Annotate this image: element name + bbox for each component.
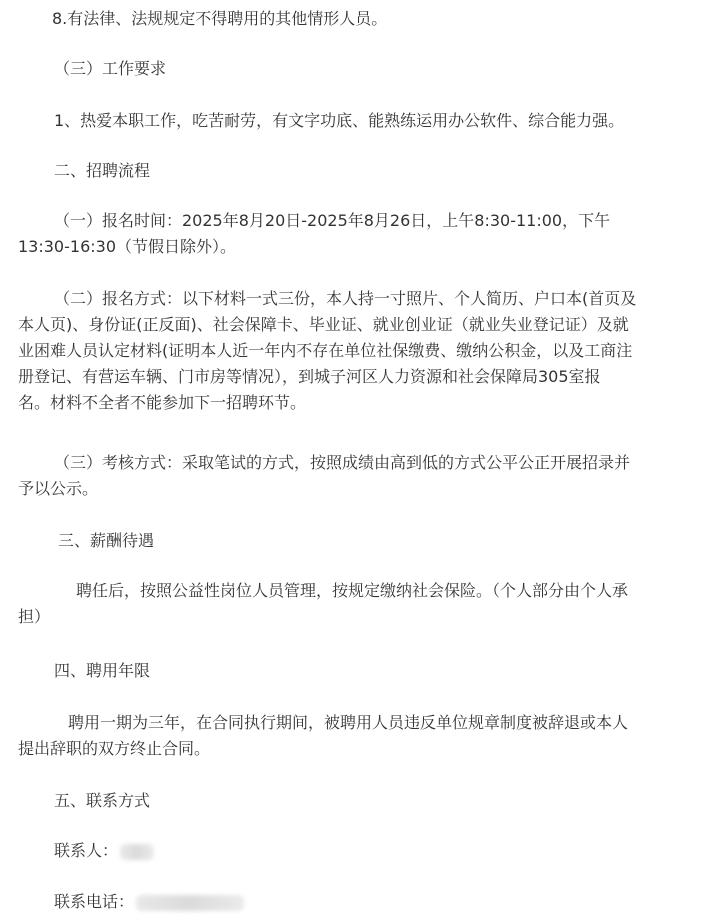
paragraph-line: 13:30-16:30（节假日除外）。 [18,237,236,256]
heading-text: 四、聘用年限 [54,661,151,680]
section-heading-salary [58,528,727,554]
paragraph-requirement-1 [54,108,727,134]
contact-person-label: 联系人： [54,841,119,860]
redacted-phone-blur [136,895,244,911]
paragraph-line: 予以公示。 [18,479,99,498]
section-heading-contact [54,788,727,814]
paragraph-line: 名。材料不全者不能参加下一招聘环节。 [18,393,307,412]
paragraph-line: 提出辞职的双方终止合同。 [18,739,211,758]
paragraph-employment-term [18,710,708,762]
heading-text: 三、薪酬待遇 [58,531,155,550]
contact-phone-label: 联系电话： [54,892,135,911]
section-heading-recruitment-process [54,158,727,184]
paragraph-line: 聘任后，按照公益性岗位人员管理，按规定缴纳社会保险。（个人部分由个人承 [76,581,629,600]
heading-text: 二、招聘流程 [54,161,151,180]
redacted-name-blur [120,844,154,860]
contact-person-line [54,838,727,864]
paragraph-line: 业困难人员认定材料(证明本人近一年内不存在单位社保缴费、缴纳公积金，以及工商注 [18,341,633,360]
paragraph-line: 聘用一期为三年，在合同执行期间，被聘用人员违反单位规章制度被辞退或本人 [68,713,629,732]
paragraph-line: （二）报名方式：以下材料一式三份，本人持一寸照片、个人简历、户口本(首页及 [54,289,637,308]
contact-person-row [54,838,727,864]
paragraph-item-8 [52,6,727,32]
paragraph-text: 8.有法律、法规规定不得聘用的其他情形人员。 [52,9,388,28]
paragraph-salary [18,578,708,630]
paragraph-line: 本人页)、身份证(正反面)、社会保障卡、毕业证、就业创业证（就业失业登记证）及就 [18,315,629,334]
paragraph-line: （一）报名时间：2025年8月20日-2025年8月26日，上午8:30-11:00，下午 [54,211,611,230]
heading-text: 五、联系方式 [54,791,151,810]
paragraph-registration-method [18,286,708,416]
paragraph-text: 1、热爱本职工作，吃苦耐劳，有文字功底、能熟练运用办公软件、综合能力强。 [54,111,625,130]
paragraph-registration-time [18,208,708,260]
section-heading-employment-term [54,658,727,684]
paragraph-line: 担） [18,607,51,626]
section-heading-work-requirements [54,56,727,82]
paragraph-assessment-method [18,450,708,502]
paragraph-line: （三）考核方式：采取笔试的方式，按照成绩由高到低的方式公平公正开展招录并 [54,453,631,472]
contact-phone-row [54,889,727,915]
contact-phone-line [54,889,727,915]
heading-text: （三）工作要求 [54,59,167,78]
paragraph-line: 册登记、有营运车辆、门市房等情况），到城子河区人力资源和社会保障局305室报 [18,367,601,386]
